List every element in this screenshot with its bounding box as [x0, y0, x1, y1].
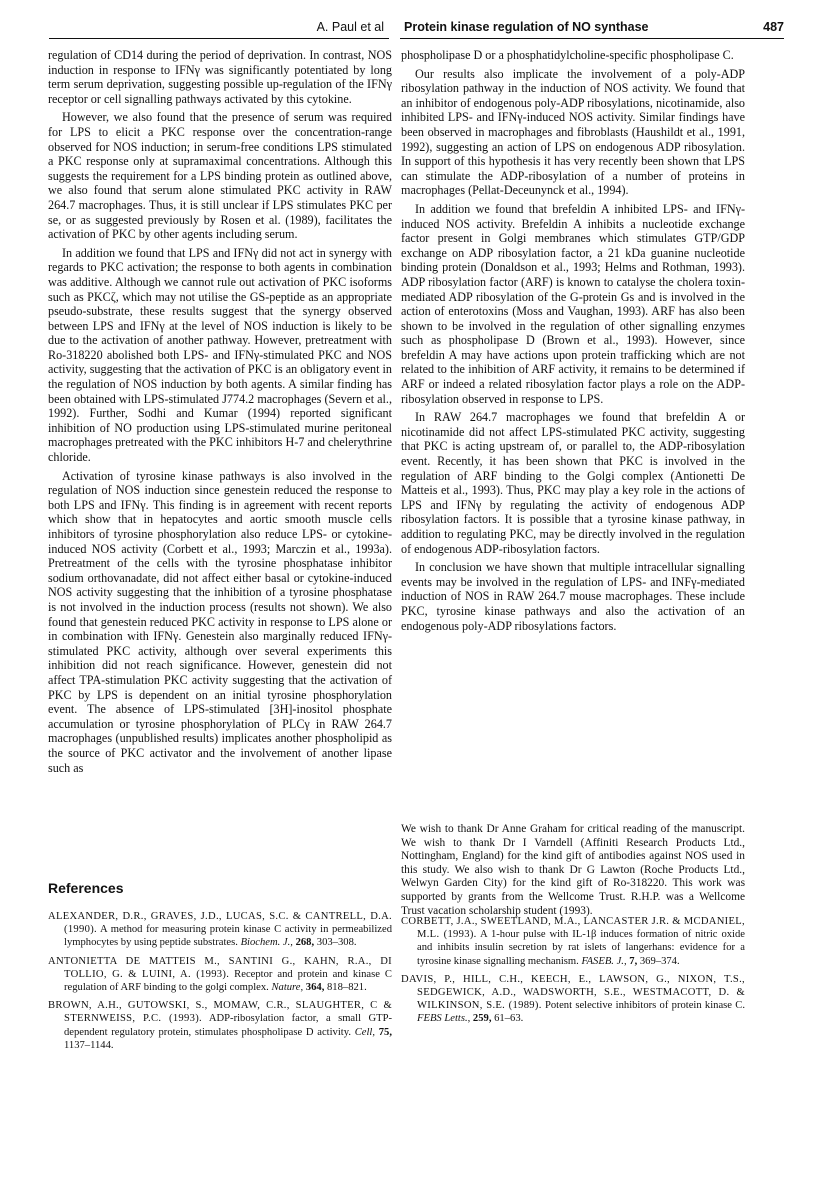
reference-item: ANTONIETTA DE MATTEIS M., SANTINI G., KAHN, R.A., DI TOLLIO, G. & LUINI, A. (1993). Receptor and protein and kinase C regulation of ARF binding to the golgi complex. Nature, 364, 818–821.	[48, 955, 392, 994]
paragraph: regulation of CD14 during the period of deprivation. In contrast, NOS induction in response to IFNγ was significantly potentiated by long term serum deprivation, suggesting possible up-regulation of the IFNγ receptor or cell signalling pathways activated by this cytokine.	[48, 48, 392, 106]
header-rule	[49, 38, 389, 39]
running-title: Protein kinase regulation of NO synthase	[404, 20, 649, 34]
paragraph: In addition we found that LPS and IFNγ did not act in synergy with regards to PKC activation; the response to both agents in combination was additive. Although we cannot rule out activation of PKC isoforms such as PKCζ, which may not utilise the GS-peptide as an appropriate pseudo-substrate, these results suggest that the synergy observed between LPS and IFNγ at the level of NOS induction is likely to be due to the activation of another pathway. However, pretreatment with Ro-318220 abolished both LPS- and IFNγ-stimulated PKC and NOS activity, suggesting that the activation of PKC is an obligatory event in the regulation of NOS induction by both agents. A similar finding has been obtained with LPS-stimulated J774.2 macrophages (Severn et al., 1992). Further, Sodhi and Kumar (1994) reported significant inhibition of NO production using LPS-stimulated murine peritoneal macrophages pretreated with the PKC inhibitors H-7 and chelerythrine chloride.	[48, 245, 392, 465]
references-heading: References	[48, 880, 124, 896]
page-number: 487	[763, 20, 784, 34]
reference-item: CORBETT, J.A., SWEETLAND, M.A., LANCASTER J.R. & MCDANIEL, M.L. (1993). A 1-hour pulse with IL-1β induces formation of nitric oxide and inhibits insulin secretion by rat islets of langerhans: evidence for a tyrosine kinase signalling mechanism. FASEB. J., 7, 369–374.	[401, 916, 745, 967]
paragraph: In addition we found that brefeldin A inhibited LPS- and IFNγ-induced NOS activity. Brefeldin A inhibits a nucleotide exchange factor present in Golgi membranes which stimulates GTP/GDP exchange on ADP ribosylation factor, a 21 kDa guanine nucleotide binding protein (Donaldson et al., 1993; Helms and Rothman, 1993). ADP ribosylation factor (ARF) is known to catalyse the cholera toxin-mediated ADP ribosylation of the G-protein Gs and is involved in the action of enterotoxins (Moss and Vaughan, 1993). ARF has also been shown to be involved in the regulation of other signalling enzymes such as phospholipase D (Brown et al., 1993). However, since brefeldin A may have actions upon protein trafficking which are not related to the inhibition of ARF activity, it remains to be determined if ARF or indeed a related ribosylation factor plays a role on the ADP-ribosylation observed in response to LPS.	[401, 201, 745, 406]
acknowledgement: We wish to thank Dr Anne Graham for critical reading of the manuscript. We wish to thank Dr I Varndell (Affiniti Research Products Ltd., Nottingham, England) for the kind gift of antibodies against NOS used in this study. We also wish to thank Dr G Lawton (Roche Products Ltd., Welwyn Garden City) for the kind gift of Ro-318220. This work was supported by grants from the Wellcome Trust. R.H.P. was a Wellcome Trust vacation scholarship student (1993).	[401, 823, 745, 917]
references-left	[48, 910, 392, 1057]
reference-item: ALEXANDER, D.R., GRAVES, J.D., LUCAS, S.C. & CANTRELL, D.A. (1990). A method for measuring protein kinase C activity in permeabilized lymphocytes by using peptide substrates. Biochem. J., 268, 303–308.	[48, 911, 392, 949]
paragraph: However, we also found that the presence of serum was required for LPS to elicit a PKC response over the concentration-range observed for NOS induction; in serum-free conditions LPS stimulated a PKC response only at supramaximal concentrations. Although this suggests the requirement for a LPS binding protein as outlined above, we also found that serum alone stimulated PKC activity in RAW 264.7 macrophages. Thus, it is still unclear if LPS stimulates PKC per se, or as suggested previously by Rosen et al. (1989), facilitates the activation of PKC by other agents including serum.	[48, 110, 392, 242]
left-body-column	[48, 48, 392, 779]
references-right	[401, 915, 745, 1031]
paragraph: Activation of tyrosine kinase pathways is also involved in the regulation of NOS induction since genestein reduced the response to both LPS and IFNγ. This finding is in agreement with recent reports which show that in hepatocytes and aortic smooth muscle cells inhibitors of tyrosine phosphorylation also reduce LPS- or cytokine-induced NOS activity (Corbett et al., 1993; Marczin et al., 1993a). Pretreatment of the cells with the tyrosine phosphatase inhibitor sodium orthovanadate, did not affect either basal or cytokine-induced NOS activity suggesting that the inhibition of a tyrosine phosphatase is not involved in the induction process (results not shown). We also found that genestein reduced PKC activity in response to LPS alone or in combination with IFNγ. Genestein also marginally reduced IFNγ-stimulated PKC activity, although over several experiments this inhibition did not reach significance. However, genestein did not affect TPA-stimulation PKC activity suggesting that the activation of PKC by LPS is dependent on an initial tyrosine phosphorylation event. The absence of LPS-stimulated [3H]-inositol phosphate accumulation or tyrosine phosphorylation of PLCγ in RAW 264.7 macrophages (unpublished results) implicates another phospholipid as the source of PKC activator and the involvement of another lipase such as	[48, 468, 392, 775]
reference-item: BROWN, A.H., GUTOWSKI, S., MOMAW, C.R., SLAUGHTER, C & STERNWEISS, P.C. (1993). ADP-ribosylation factor, a small GTP-dependent regulatory protein, stimulates phospholipase D activity. Cell, 75, 1137–1144.	[48, 1000, 392, 1051]
paragraph: In RAW 264.7 macrophages we found that brefeldin A or nicotinamide did not affect LPS-stimulated PKC activity, suggesting that PKC is acting upstream of, or parallel to, the ADP-ribosylation event. Recently, it has been shown that PKC is involved in the regulation of ARF binding to the Golgi complex (Antionetti De Matteis et al., 1993). Thus, PKC may play a key role in the actions of LPS and IFNγ by regulating the activity of endogenous ADP ribosylation factors. It is possible that a tyrosine kinase pathway, in addition to regulating PKC, may be directly involved in the regulation of endogenous ADP-ribosylation factors.	[401, 410, 745, 556]
right-body-column	[401, 48, 745, 637]
page-header	[316, 18, 784, 39]
running-author: A. Paul et al	[316, 20, 384, 34]
paragraph: phospholipase D or a phosphatidylcholine-specific phospholipase C.	[401, 48, 734, 62]
paragraph: In conclusion we have shown that multiple intracellular signalling events may be involved in the regulation of LPS- and INFγ-mediated induction of NOS in RAW 264.7 mouse macrophages. These include PKC, tyrosine kinase pathways and also the activation of an endogenous poly-ADP ribosylations factors.	[401, 560, 745, 633]
paragraph: Our results also implicate the involvement of a poly-ADP ribosylation pathway in the induction of NOS activity. We found that an inhibitor of endogenous poly-ADP ribosylations, nicotinamide, also inhibited LPS- and IFNγ-induced NOS activity. Similar findings have been observed in macrophages and fibroblasts (Haushildt et al., 1991, 1992), suggesting an action of LPS on endogenous ADP ribosylation. In support of this hypothesis it has very recently been shown that LPS can stimulate the ADP-ribosylation of a number of proteins in macrophages (Pellat-Deceunynck et al., 1994).	[401, 66, 745, 198]
reference-item: DAVIS, P., HILL, C.H., KEECH, E., LAWSON, G., NIXON, T.S., SEDGEWICK, A.D., WADSWORTH, S.E., WESTMACOTT, D. & WILKINSON, S.E. (1989). Potent selective inhibitors of protein kinase C. FEBS Letts., 259, 61–63.	[401, 973, 745, 1025]
